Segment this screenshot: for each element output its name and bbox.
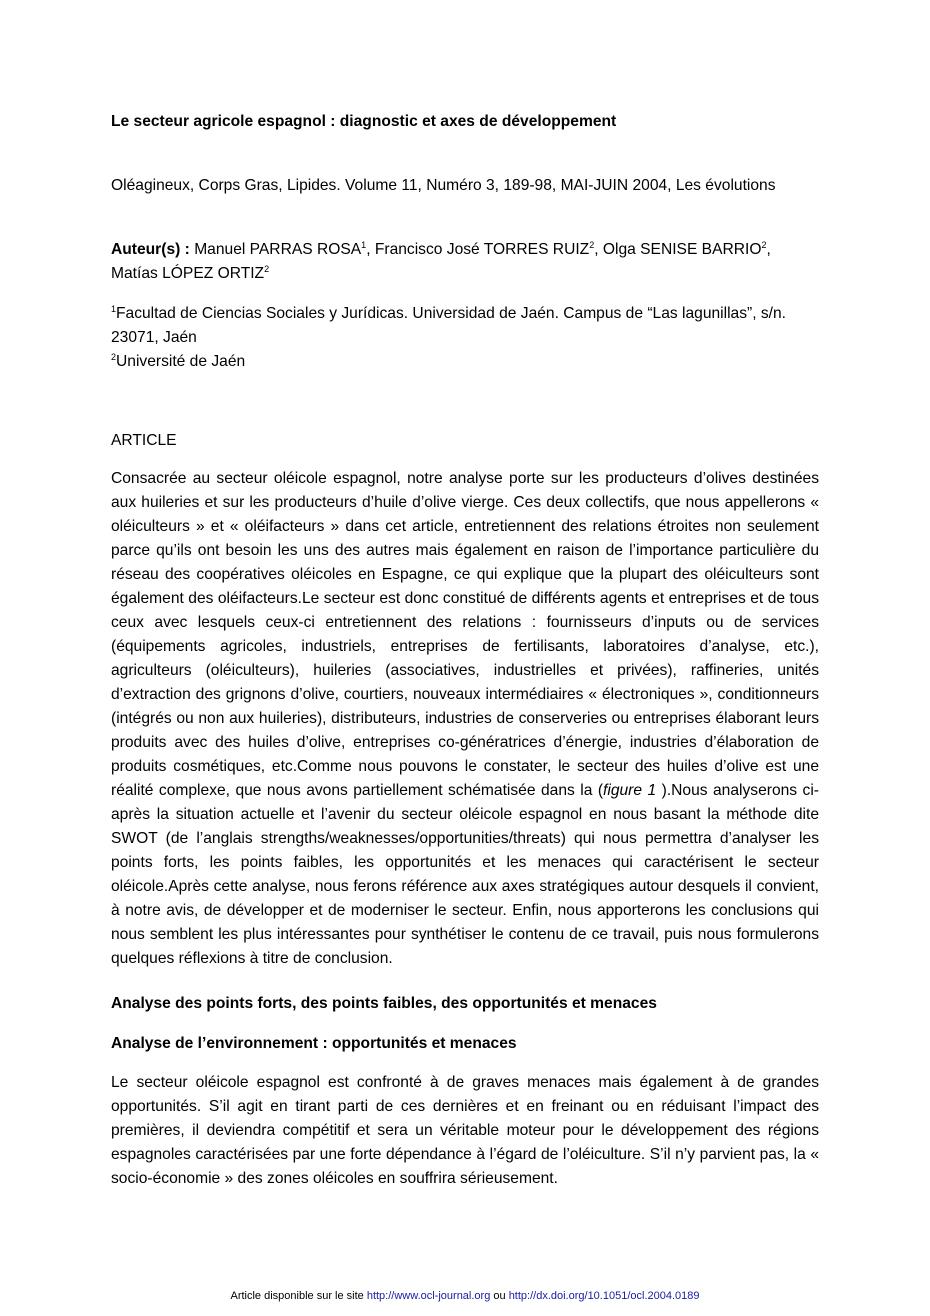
author-separator: , [594,241,603,258]
author-separator: , [766,241,771,258]
affiliation-text: Université de Jaén [116,353,246,370]
doi-link[interactable]: http://dx.doi.org/10.1051/ocl.2004.0189 [508,1290,700,1302]
article-label: ARTICLE [111,432,177,449]
author-name: Francisco José TORRES RUIZ [374,241,590,258]
subsection-heading: Analyse de l’environnement : opportunités et menaces [111,1035,517,1052]
affiliation-1-continued: 23071, Jaén [111,329,197,346]
author-affiliation-mark: 2 [589,240,595,250]
affiliation-text: Facultad de Ciencias Sociales y Jurídicas. Universidad de Jaén. Campus de “Las lagunillas”, s/n. [116,305,787,322]
affiliation-1 [111,302,786,326]
figure-reference-link[interactable]: figure 1 [603,782,657,799]
author-name: Olga SENISE BARRIO [602,241,762,258]
author-affiliation-mark: 1 [361,240,367,250]
affiliation-2 [111,350,786,374]
document-title: Le secteur agricole espagnol : diagnostic et axes de développement [111,113,617,130]
paragraph-text: Consacrée au secteur oléicole espagnol, notre analyse porte sur les producteurs d’olives destinées aux huileries et sur les producteurs d’huile d’olive vierge. Ces deux collectifs, que nous appellerons « oléiculteurs » et « oléifacteurs » dans cet article, entretiennent des relations étroites non seulement parce qu’ils ont besoin les uns des autres mais également en raison de l’importance particulière du réseau des coopératives oléicoles en Espagne, ce qui explique que la plupart des oléiculteurs sont également des oléifacteurs.Le secteur est donc constitué de différents agents et entreprises et de tous ceux avec lesquels ceux-ci entretiennent des relations : fournisseurs d’inputs ou de services (équipements agricoles, industriels, entreprises de fertilisants, laboratoires d’analyse, etc.), agriculteurs (oléiculteurs), huileries (associatives, industrielles et privées), raffineries, unités d’extraction des grignons d’olive, courtiers, nouveaux intermédiaires « électroniques », conditionneurs (intégrés ou non aux huileries), distributeurs, industries de conserveries ou entreprises élaborant leurs produits avec des huiles d’olive, entreprises co-génératrices d’énergie, industries d’élaboration de produits cosmétiques, etc.Comme nous pouvons le constater, le secteur des huiles d’olive est une réalité complexe, que nous avons partiellement schématisée dans la ( [111,470,819,799]
body-paragraph [111,467,819,971]
affiliations [111,302,786,374]
author-separator: , [366,241,375,258]
journal-citation: Oléagineux, Corps Gras, Lipides. Volume 11, Numéro 3, 189-98, MAI-JUIN 2004, Les évolutions [111,177,776,194]
footer-text: ou [490,1290,509,1302]
affiliation-number: 1 [111,304,117,314]
section-heading: Analyse des points forts, des points faibles, des opportunités et menaces [111,995,657,1012]
body-paragraph: Le secteur oléicole espagnol est confronté à de graves menaces mais également à de grandes opportunités. S’il agit en tirant parti de ces dernières et en freinant ou en réduisant l’impact des premières, il deviendra compétitif et sera un véritable moteur pour le développement des régions espagnoles caractérisées par une forte dépendance à l’égard de l’oléiculture. S’il n’y parvient pas, la « socio-économie » des zones oléicoles en souffrira sérieusement. [111,1074,819,1187]
page-footer [0,1289,930,1303]
authors-label: Auteur(s) : [111,241,190,258]
paragraph-text: ).Nous analyserons ci-après la situation actuelle et l’avenir du secteur oléicole espagnol en nous basant la méthode dite SWOT (de l’anglais strengths/weaknesses/opportunities/threats) qui nous permettra d’analyser les points forts, les points faibles, les opportunités et les menaces qui caractérisent le secteur oléicole.Après cette analyse, nous ferons référence aux axes stratégiques autour desquels il convient, à notre avis, de développer et de moderniser le secteur. Enfin, nous apporterons les conclusions qui nous semblent les plus intéressantes pour synthétiser le contenu de ce travail, puis nous formulerons quelques réflexions à titre de conclusion. [111,782,819,967]
author-name: Matías LÓPEZ ORTIZ [111,265,265,282]
journal-site-link[interactable]: http://www.ocl-journal.org [366,1290,491,1302]
author-affiliation-mark: 2 [761,240,767,250]
author-name: Manuel PARRAS ROSA [194,241,362,258]
authors-line [111,238,819,286]
author-affiliation-mark: 2 [264,264,270,274]
affiliation-number: 2 [111,352,117,362]
footer-text: Article disponible sur le site [230,1290,367,1302]
